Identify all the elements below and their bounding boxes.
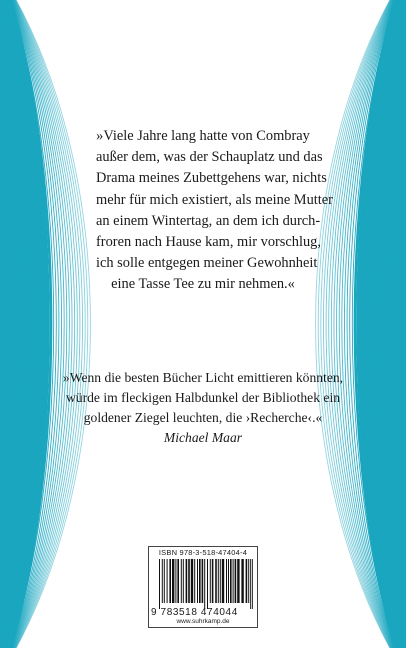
barcode-bar (191, 559, 193, 603)
barcode-bar (194, 559, 195, 603)
main-quote-line: mehr für mich existiert, als meine Mutter (96, 191, 333, 208)
barcode-bar (230, 559, 232, 603)
barcode-bar (199, 559, 201, 603)
barcode-bar (188, 559, 190, 603)
barcode-bar (164, 559, 165, 603)
barcode-bar (218, 559, 219, 603)
barcode-bar (237, 559, 239, 603)
barcode-bar (233, 559, 234, 603)
barcode-bar (197, 559, 198, 603)
review-quote-line: »Wenn die besten Bücher Licht emittieren könnten, (62, 370, 344, 385)
review-quote-line: würde im fleckigen Halbdunkel der Bibliothek ein (65, 390, 341, 405)
barcode-bar (202, 559, 204, 603)
barcode-bar (169, 559, 171, 603)
barcode-bars (159, 559, 253, 609)
barcode-bar (186, 559, 188, 603)
main-quote-line: außer dem, was der Schauplatz und das (96, 149, 323, 166)
barcode-bar (241, 559, 243, 603)
main-quote-line: an einem Wintertag, an dem ich durch- (96, 212, 321, 229)
barcode-bar (226, 559, 227, 603)
ean-digits: 9 783518 474044 (151, 607, 238, 618)
main-quote-line: froren nach Hause kam, mir vorschlug, (96, 234, 321, 251)
review-author: Michael Maar (163, 430, 243, 445)
barcode-bar (207, 559, 208, 609)
publisher-website: www.suhrkamp.de (176, 618, 230, 625)
main-quote-line: eine Tasse Tee zu mir nehmen.« (111, 276, 295, 293)
barcode-bar (220, 559, 221, 603)
barcode-bar (204, 559, 205, 609)
barcode-bar (159, 559, 160, 609)
barcode-bar (252, 559, 253, 609)
main-quote-line: ich solle entgegen meiner Gewohnheit (96, 255, 318, 272)
barcode-bar (250, 559, 251, 609)
barcode-bar (175, 559, 176, 603)
barcode-bar (172, 559, 174, 603)
barcode-bar (181, 559, 182, 603)
barcode-bar (246, 559, 248, 603)
left-fan-lines (0, 0, 90, 648)
main-quote (96, 126, 333, 296)
barcode-bar (215, 559, 217, 603)
barcode-bar (248, 559, 249, 603)
review-quote (56, 368, 350, 448)
barcode-bar (210, 559, 211, 603)
main-quote-line: Drama meines Zubettgehens war, nichts (96, 170, 327, 187)
barcode-bar (228, 559, 229, 603)
review-quote-line: goldener Ziegel leuchten, die ›Recherche‹.« (83, 410, 323, 425)
barcode-panel (148, 546, 258, 628)
right-fan-lines (316, 0, 406, 648)
barcode-bar (167, 559, 168, 603)
barcode-bar (222, 559, 224, 603)
barcode-bar (162, 559, 163, 603)
barcode-bar (235, 559, 237, 603)
main-quote-line: »Viele Jahre lang hatte von Combray (96, 128, 310, 144)
barcode-bar (212, 559, 214, 603)
barcode-bar (183, 559, 184, 603)
isbn-label: ISBN 978-3-518-47404-4 (158, 548, 248, 557)
barcode-bar (177, 559, 179, 603)
